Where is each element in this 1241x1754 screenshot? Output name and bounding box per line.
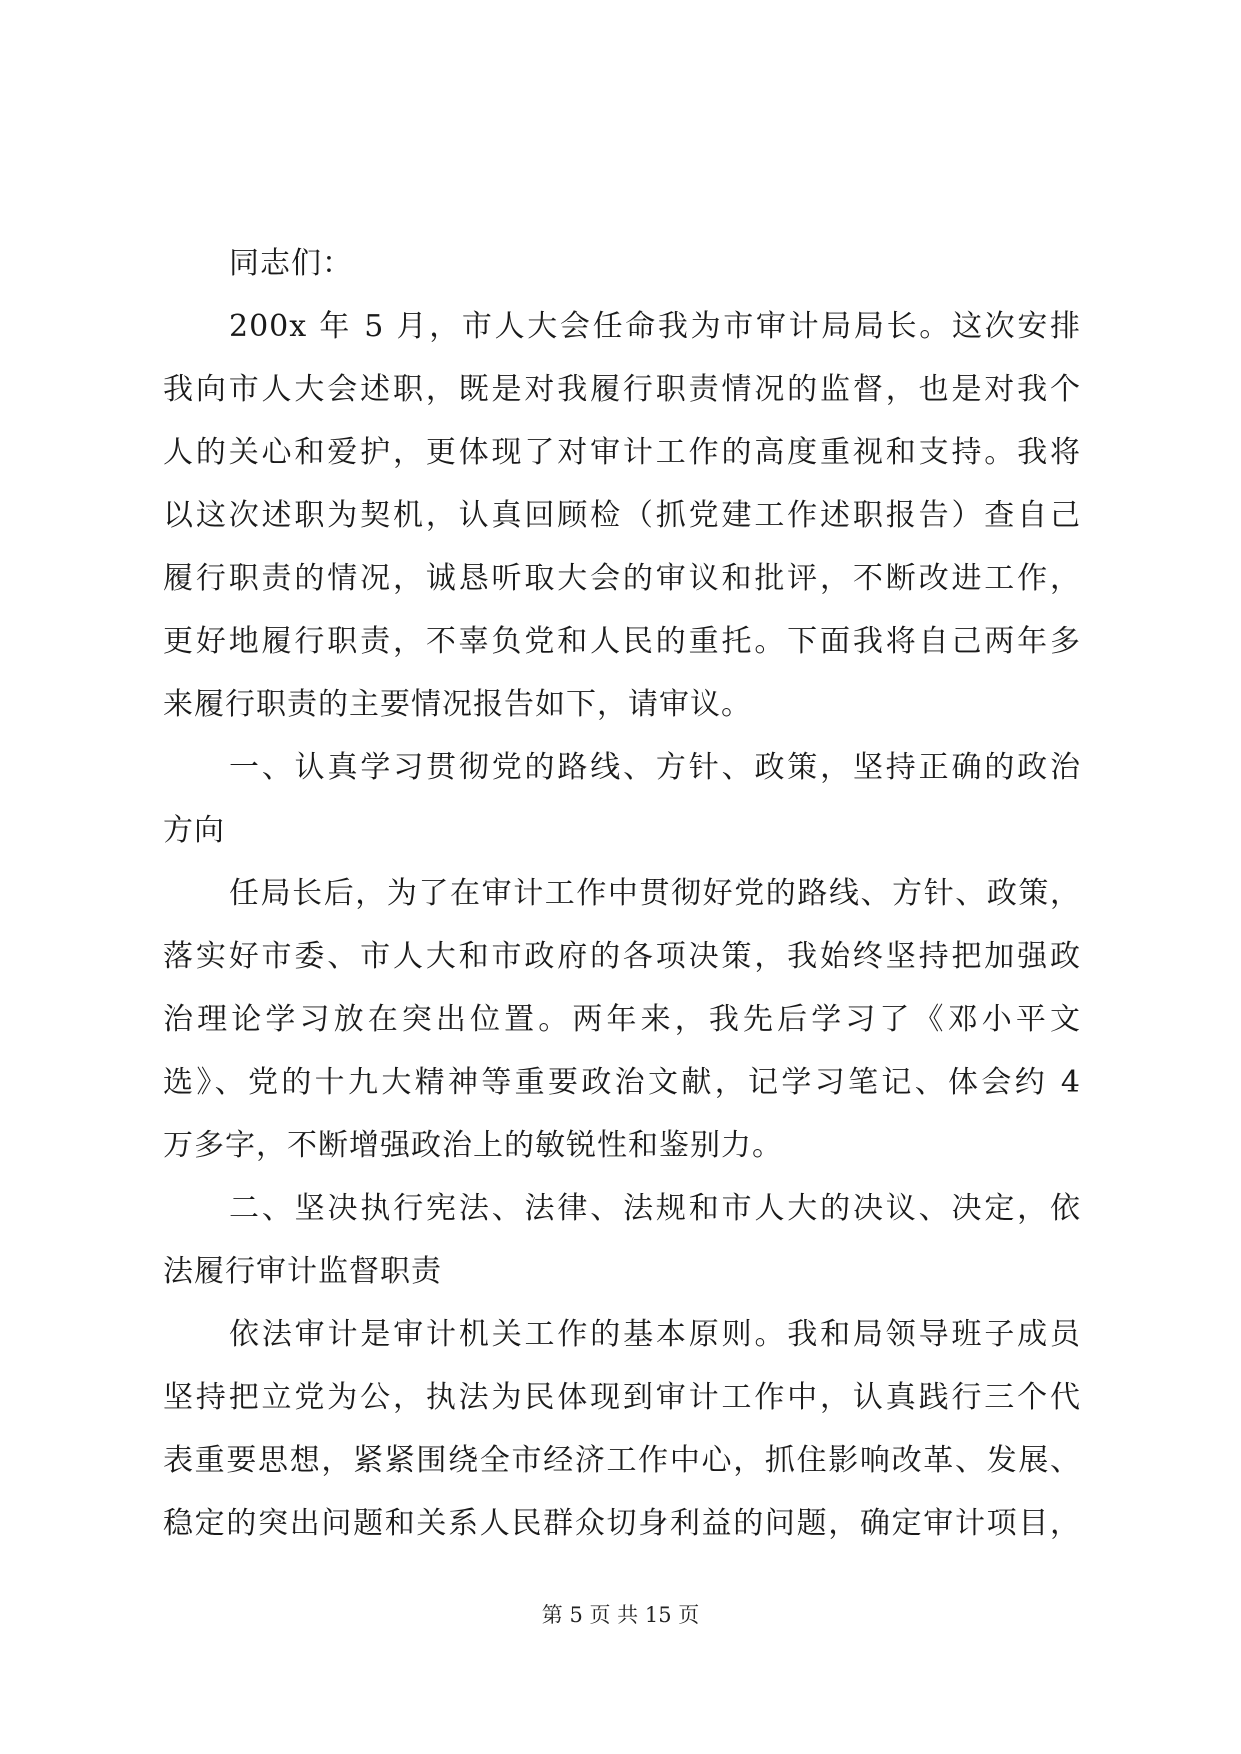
paragraph-line: 人的关心和爱护，更体现了对审计工作的高度重视和支持。我将 [163, 435, 1081, 470]
paragraph-intro [163, 295, 1081, 736]
paragraph-line: 来履行职责的主要情况报告如下，请审议。 [163, 687, 752, 722]
paragraph-line: 更好地履行职责，不辜负党和人民的重托。下面我将自己两年多 [163, 624, 1081, 659]
section-heading-2 [163, 1177, 1081, 1303]
greeting: 同志们： [229, 246, 353, 281]
heading-line: 二、坚决执行宪法、法律、法规和市人大的决议、决定，依 [229, 1191, 1081, 1226]
paragraph-line: 稳定的突出问题和关系人民群众切身利益的问题，确定审计项目， [163, 1506, 1081, 1541]
paragraph-political-study [163, 862, 1081, 1177]
paragraph-line: 200x 年 5 月，市人大会任命我为市审计局局长。这次安排 [229, 309, 1081, 344]
paragraph-line: 以这次述职为契机，认真回顾检（抓党建工作述职报告）查自己 [163, 498, 1081, 533]
paragraph-lawful-audit [163, 1303, 1081, 1555]
heading-line: 一、认真学习贯彻党的路线、方针、政策，坚持正确的政治 [229, 750, 1081, 785]
paragraph-line: 依法审计是审计机关工作的基本原则。我和局领导班子成员 [229, 1317, 1081, 1352]
paragraph-line: 我向市人大会述职，既是对我履行职责情况的监督，也是对我个 [163, 372, 1081, 407]
paragraph-line: 治理论学习放在突出位置。两年来，我先后学习了《邓小平文 [163, 1002, 1081, 1037]
paragraph-line: 表重要思想，紧紧围绕全市经济工作中心，抓住影响改革、发展、 [163, 1443, 1081, 1478]
paragraph-line: 任局长后，为了在审计工作中贯彻好党的路线、方针、政策， [229, 876, 1081, 911]
document-body [163, 232, 1081, 1555]
paragraph-line: 万多字，不断增强政治上的敏锐性和鉴别力。 [163, 1128, 783, 1163]
paragraph-line: 落实好市委、市人大和市政府的各项决策，我始终坚持把加强政 [163, 939, 1081, 974]
paragraph-line: 选》、党的十九大精神等重要政治文献，记学习笔记、体会约 4 [163, 1065, 1081, 1100]
heading-line: 方向 [163, 813, 225, 848]
paragraph-line: 坚持把立党为公，执法为民体现到审计工作中，认真践行三个代 [163, 1380, 1081, 1415]
heading-line: 法履行审计监督职责 [163, 1254, 442, 1289]
section-heading-1 [163, 736, 1081, 862]
page-number-footer: 第 5 页 共 15 页 [541, 1603, 700, 1627]
paragraph-line: 履行职责的情况，诚恳听取大会的审议和批评，不断改进工作， [163, 561, 1081, 596]
